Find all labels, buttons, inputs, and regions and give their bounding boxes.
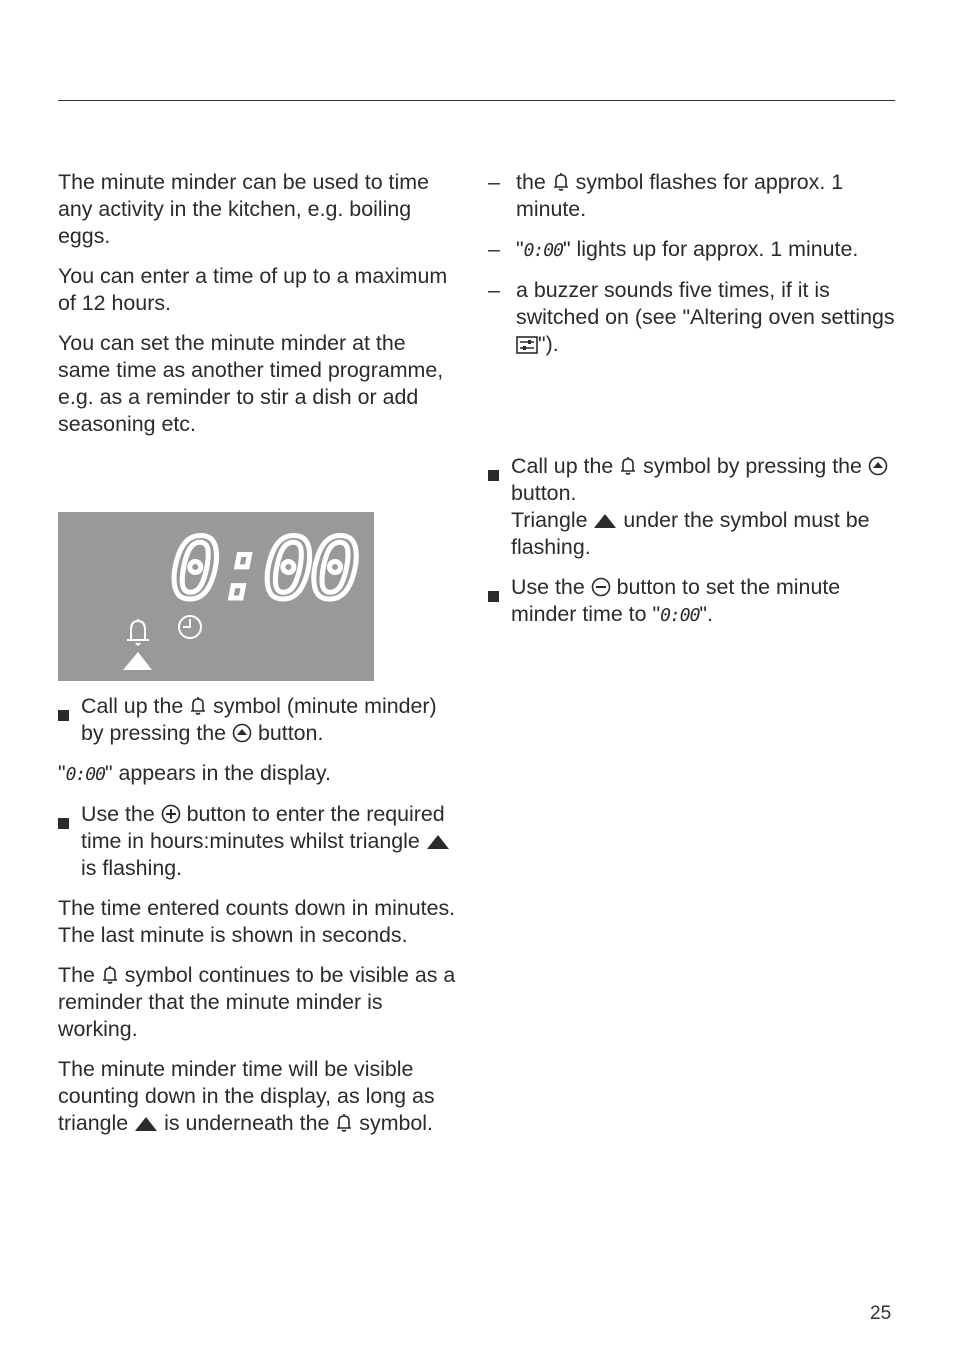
- combined-use-paragraph: You can set the minute minder at the same time as another timed programme, e.g. as a reminder to stir a dish or add seasoning etc.: [58, 331, 444, 436]
- dash-bullet: –: [488, 237, 500, 261]
- display-graphic: [58, 512, 374, 681]
- bell-icon: [335, 1113, 353, 1133]
- up-button-icon: [868, 456, 888, 476]
- dash-bullet: –: [488, 278, 500, 302]
- settings-icon: [516, 336, 538, 354]
- oven-display-illustration: [58, 512, 374, 681]
- step-call-up-minute-minder: Call up the symbol (minute minder) by pressing the button.: [58, 693, 458, 747]
- display-digits: 0:00: [170, 520, 357, 618]
- triangle-icon: [426, 833, 450, 851]
- step-enter-time: Use the button to enter the required time in hours:minutes whilst triangle is flashing.: [58, 801, 458, 882]
- display-triangle-icon: [123, 652, 152, 670]
- bullet-square: [58, 818, 69, 829]
- bell-icon: [101, 965, 119, 985]
- display-appears-paragraph: "0:00" appears in the display.: [58, 761, 331, 785]
- countdown-visible-paragraph: The minute minder time will be visible counting down in the display, as long as triangle is underneath the symbol.: [58, 1057, 435, 1135]
- up-button-icon: [232, 723, 252, 743]
- bell-icon: [189, 696, 207, 716]
- display-clock-icon: [179, 616, 201, 638]
- bullet-square: [488, 470, 499, 481]
- intro-paragraph: The minute minder can be used to time any activity in the kitchen, e.g. boiling eggs.: [58, 170, 429, 248]
- dash-item-symbol-flashes: – the symbol flashes for approx. 1 minute.: [488, 170, 844, 221]
- segment-value: 0:00: [660, 605, 700, 626]
- step-set-to-zero: Use the button to set the minute minder time to "0:00".: [488, 574, 898, 629]
- minus-button-icon: [591, 577, 611, 597]
- triangle-icon: [134, 1115, 158, 1133]
- symbol-visible-paragraph: The symbol continues to be visible as a reminder that the minute minder is working.: [58, 963, 456, 1041]
- max-time-paragraph: You can enter a time of up to a maximum of 12 hours.: [58, 264, 448, 315]
- step-call-up-symbol: Call up the symbol by pressing the button. Triangle under the symbol must be flashing.: [488, 453, 898, 561]
- segment-value: 0:00: [523, 240, 563, 261]
- plus-button-icon: [161, 804, 181, 824]
- dash-item-buzzer: – a buzzer sounds five times, if it is switched on (see "Altering oven settings ").: [488, 278, 895, 356]
- segment-value: 0:00: [65, 764, 105, 785]
- header-rule: [58, 100, 895, 101]
- page-number: 25: [870, 1303, 892, 1324]
- dash-item-lights-up: – "0:00" lights up for approx. 1 minute.: [488, 237, 859, 261]
- bell-icon: [552, 172, 570, 192]
- left-column: [58, 169, 458, 1150]
- countdown-paragraph: The time entered counts down in minutes. The last minute is shown in seconds.: [58, 896, 456, 947]
- right-column: [488, 169, 898, 642]
- dash-bullet: –: [488, 170, 500, 194]
- bullet-square: [488, 591, 499, 602]
- triangle-icon: [593, 512, 617, 530]
- bell-icon: [619, 456, 637, 476]
- display-bell-icon: [127, 619, 149, 645]
- bullet-square: [58, 710, 69, 721]
